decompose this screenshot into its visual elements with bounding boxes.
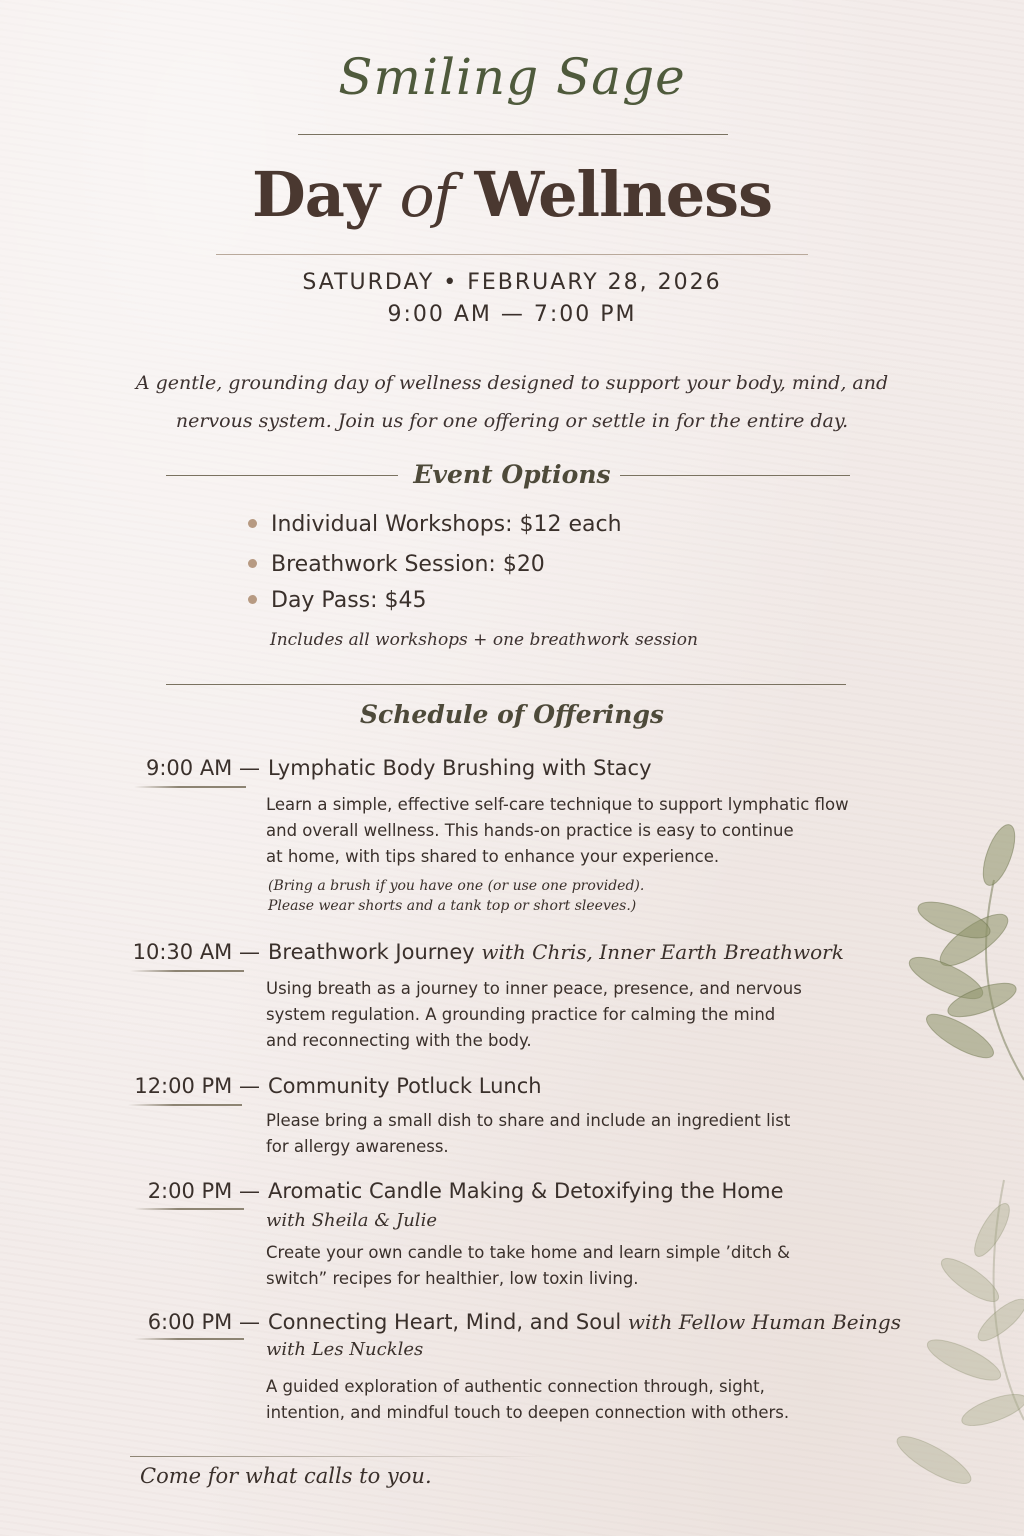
event-title: Lymphatic Body Brushing with Stacy	[268, 756, 652, 780]
leaf-sprig-icon	[874, 800, 1024, 1536]
time-underline	[130, 970, 244, 972]
bullet-dot	[248, 559, 257, 568]
event-description: Using breath as a journey to inner peace, presence, and nervous system regulation. A grounding practice for calming the mind and reconnecting with the body.	[266, 979, 802, 1050]
event-note: (Bring a brush if you have one (or use one provided). Please wear shorts and a tank top or short sleeves.)	[268, 878, 645, 914]
event-title: Breathwork Journey with Chris, Inner Earth Breathwork	[268, 940, 844, 964]
intro-paragraph: A gentle, grounding day of wellness designed to support your body, mind, and nervous system. Join us for one offering or settle in for the entire day.	[135, 372, 889, 432]
event-title: Community Potluck Lunch	[268, 1074, 542, 1098]
time-underline	[128, 1104, 242, 1106]
brand-divider	[298, 134, 728, 135]
footer-divider	[130, 1456, 550, 1457]
options-heading: Event Options	[413, 460, 611, 489]
event-host: with Sheila & Julie	[266, 1210, 437, 1231]
event-time: 12:00 PM —	[134, 1074, 260, 1098]
event-title: Aromatic Candle Making & Detoxifying the Home	[268, 1179, 784, 1203]
event-time: 6:00 PM —	[147, 1310, 260, 1334]
options-rule-right	[620, 475, 850, 476]
event-date: SATURDAY • FEBRUARY 28, 2026	[302, 270, 722, 295]
event-hours: 9:00 AM — 7:00 PM	[387, 302, 637, 327]
event-time: 9:00 AM —	[145, 756, 260, 780]
option-item: Breathwork Session: $20	[248, 552, 545, 577]
brand-script-title: Smiling Sage	[338, 48, 686, 106]
event-description: Create your own candle to take home and learn simple ’ditch & switch” recipes for healthier, low toxin living.	[266, 1243, 791, 1288]
event-description: A guided exploration of authentic connection through, sight, intention, and mindful touch to deepen connection with others.	[266, 1377, 790, 1422]
time-underline	[134, 1338, 244, 1340]
title-divider	[216, 254, 808, 255]
title-day: Day	[252, 158, 400, 231]
option-item: Day Pass: $45	[248, 588, 427, 613]
time-underline	[134, 1208, 244, 1210]
bullet-dot	[248, 595, 257, 604]
event-time: 2:00 PM —	[147, 1179, 260, 1203]
time-underline	[134, 786, 246, 788]
title-wellness: Wellness	[453, 158, 772, 231]
bullet-dot	[248, 519, 257, 528]
option-item: Individual Workshops: $12 each	[248, 512, 622, 537]
page-title	[0, 158, 1024, 231]
title-of: of	[399, 162, 454, 230]
footer-tagline: Come for what calls to you.	[140, 1464, 432, 1488]
event-time: 10:30 AM —	[132, 940, 260, 964]
event-title: Connecting Heart, Mind, and Soul with Fellow Human Beings	[268, 1310, 901, 1334]
event-host: with Les Nuckles	[266, 1339, 424, 1360]
day-pass-note: Includes all workshops + one breathwork session	[270, 630, 698, 650]
schedule-divider	[166, 684, 846, 685]
schedule-heading: Schedule of Offerings	[359, 700, 665, 729]
event-description: Please bring a small dish to share and include an ingredient list for allergy awareness.	[266, 1111, 791, 1156]
event-description: Learn a simple, effective self-care technique to support lymphatic flow and overall wellness. This hands-on practice is easy to continue at home, with tips shared to enhance your experience.	[266, 795, 849, 866]
